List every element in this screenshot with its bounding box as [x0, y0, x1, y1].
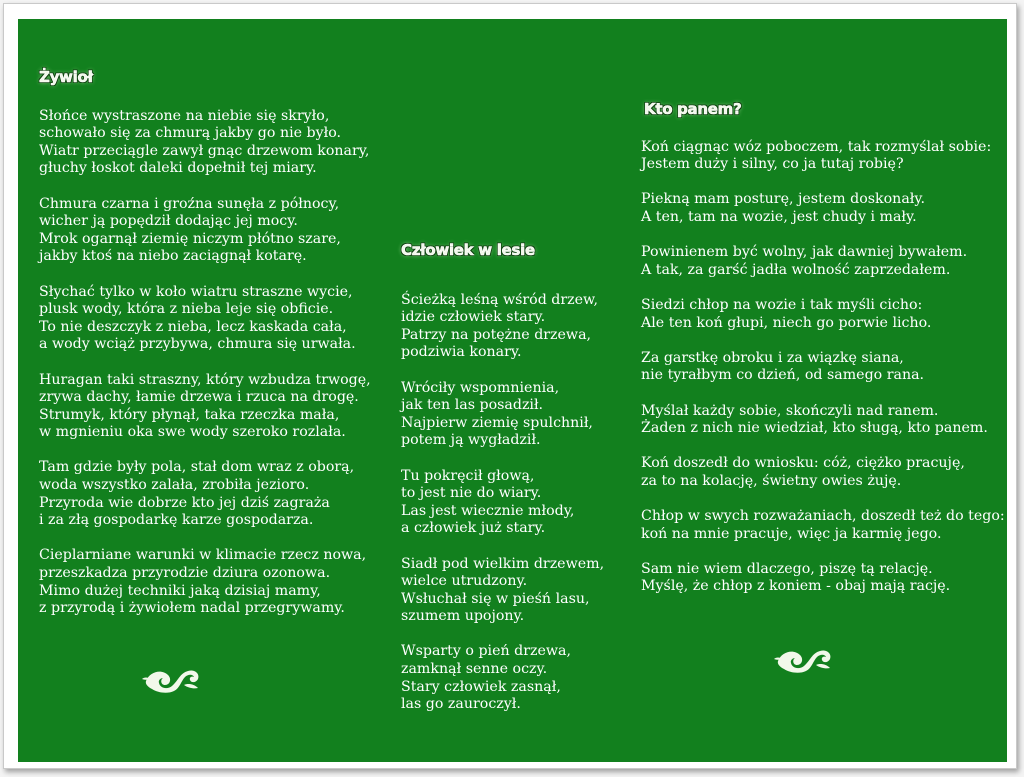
verse-line: Wiatr przeciągle zawył gnąc drzewom konary,	[39, 142, 370, 159]
verse-line: Wsłuchał się w pieśń lasu,	[401, 590, 590, 607]
verse-line: Jestem duży i silny, co ja tutaj robię?	[641, 156, 904, 173]
stanza	[39, 372, 371, 442]
verse-line: Siedzi chłop na wozie i tak myśli cicho:	[641, 296, 923, 313]
page-frame	[3, 3, 1017, 769]
stanza	[641, 139, 1005, 174]
verse-line: schowało się za chmurą jakby go nie było.	[39, 125, 342, 142]
verse-line: a człowiek już stary.	[401, 520, 546, 537]
verse-line: zrywa dachy, łamie drzewa i rzuca na drogę.	[39, 389, 359, 406]
verse-line: Las jest wiecznie młody,	[401, 502, 575, 519]
verse-line: nie tyrałbym co dzień, od samego rana.	[641, 367, 925, 384]
verse-line: z przyrodą i żywiołem nadal przegrywamy.	[39, 600, 345, 617]
verse-line: To nie deszczyk z nieba, lecz kaskada cała,	[39, 318, 347, 335]
verse-line: A tak, za garść jadła wolność zaprzedałem.	[641, 261, 951, 278]
stanza	[641, 561, 1005, 596]
verse-line: Mrok ogarnął ziemię niczym płótno szare,	[39, 230, 341, 247]
verse-line: w mgnieniu oka swe wody szeroko rozlała.	[39, 424, 346, 441]
verse-line: szumem upojony.	[401, 608, 525, 625]
poem-kto-panem	[641, 101, 1005, 614]
verse-line: Mimo dużej techniki jaką dzisiaj mamy,	[39, 582, 321, 599]
stanza	[39, 196, 371, 266]
verse-line: Tam gdzie były pola, stał dom wraz z oborą,	[39, 459, 355, 476]
verse-line: a wody wciąż przybywa, chmura się urwała.	[39, 336, 356, 353]
stanza	[39, 108, 371, 178]
verse-line: Powinienem być wolny, jak dawniej bywałem.	[641, 244, 968, 261]
verse-line: Wsparty o pień drzewa,	[401, 643, 571, 660]
verse-line: Przyroda wie dobrze kto jej dziś zagraża	[39, 494, 330, 511]
verse-line: Chłop w swych rozważaniach, doszedł też do tego:	[641, 508, 1005, 525]
verse-line: wicher ją popędził dodając jej mocy.	[39, 213, 298, 230]
poem-czlowiek-w-lesie	[401, 242, 604, 731]
verse-line: Słychać tylko w koło wiatru straszne wycie,	[39, 283, 353, 300]
verse-line: przeszkadza przyrodzie dziura ozonowa.	[39, 565, 331, 582]
verse-line: Myślał każdy sobie, skończyli nad ranem.	[641, 402, 939, 419]
verse-line: potem ją wygładził.	[401, 432, 541, 449]
flourish-ornament-icon	[140, 661, 202, 695]
verse-line: Piekną mam posturę, jestem doskonały.	[641, 191, 926, 208]
verse-line: woda wszystko zalała, zrobiła jezioro.	[39, 477, 310, 494]
verse-line: Chmura czarna i groźna sunęła z północy,	[39, 195, 340, 212]
stanza	[641, 191, 1005, 226]
verse-line: Ścieżką leśną wśród drzew,	[401, 291, 599, 308]
stanza	[401, 556, 604, 626]
verse-line: Patrzy na potężne drzewa,	[401, 326, 592, 343]
stanza	[401, 643, 604, 713]
verse-line: zamknął senne oczy.	[401, 661, 548, 678]
verse-line: Tu pokręcił głową,	[401, 467, 535, 484]
verse-line: Sam nie wiem dlaczego, piszę tą relację.	[641, 560, 933, 577]
verse-line: Cieplarniane warunki w klimacie rzecz nowa,	[39, 547, 367, 564]
verse-line: Słońce wystraszone na niebie się skryło,	[39, 107, 330, 124]
poem-title: Żywioł	[39, 68, 93, 86]
verse-line: plusk wody, która z nieba leje się obficie.	[39, 301, 334, 318]
verse-line: Najpierw ziemię spulchnił,	[401, 414, 593, 431]
verse-line: jakby ktoś na niebo zaciągnął kotarę.	[39, 248, 307, 265]
verse-line: A ten, tam na wozie, jest chudy i mały.	[641, 208, 917, 225]
verse-line: Strumyk, który płynął, taka rzeczka mała,	[39, 406, 340, 423]
stanza	[641, 350, 1005, 385]
stanza	[401, 380, 604, 450]
verse-line: jak ten las posadził.	[401, 397, 544, 414]
verse-line: Stary człowiek zasnął,	[401, 678, 561, 695]
verse-line: to jest nie do wiary.	[401, 485, 542, 502]
stanza	[641, 455, 1005, 490]
verse-line: koń na mnie pracuje, więc ja karmię jego.	[641, 525, 942, 542]
verse-line: las go zauroczył.	[401, 696, 521, 713]
stanza	[641, 403, 1005, 438]
verse-line: Za garstkę obroku i za wiązkę siana,	[641, 349, 904, 366]
verse-line: podziwia konary.	[401, 344, 522, 361]
poem-zywiol	[39, 69, 371, 635]
verse-line: Ale ten koń głupi, niech go porwie licho.	[641, 314, 932, 331]
verse-line: idzie człowiek stary.	[401, 309, 546, 326]
verse-line: Koń ciągnąc wóz poboczem, tak rozmyślał sobie:	[641, 138, 992, 155]
verse-line: głuchy łoskot daleki dopełnił tej miary.	[39, 160, 317, 177]
verse-line: i za złą gospodarkę karze gospodarza.	[39, 512, 314, 529]
poem-title: Człowiek w lesie	[401, 241, 535, 259]
stanza	[641, 508, 1005, 543]
stanza	[641, 244, 1005, 279]
stanza	[401, 468, 604, 538]
verse-line: Żaden z nich nie wiedział, kto sługą, kto panem.	[641, 420, 988, 437]
verse-line: za to na kolację, świetny owies żuję.	[641, 472, 902, 489]
stanza	[39, 284, 371, 354]
verse-line: Koń doszedł do wniosku: cóż, ciężko pracuję,	[641, 455, 965, 472]
verse-line: Wróciły wspomnienia,	[401, 379, 560, 396]
verse-line: Siadł pod wielkim drzewem,	[401, 555, 605, 572]
stanza	[641, 297, 1005, 332]
verse-line: wielce utrudzony.	[401, 573, 528, 590]
verse-line: Huragan taki straszny, który wzbudza trwogę,	[39, 371, 371, 388]
flourish-ornament-icon	[772, 641, 834, 675]
poem-title: Kto panem?	[644, 100, 742, 118]
stanza	[401, 292, 604, 362]
verse-line: Myślę, że chłop z koniem - obaj mają rację.	[641, 578, 951, 595]
stanza	[39, 547, 371, 617]
stanza	[39, 459, 371, 529]
green-panel	[18, 19, 1007, 762]
